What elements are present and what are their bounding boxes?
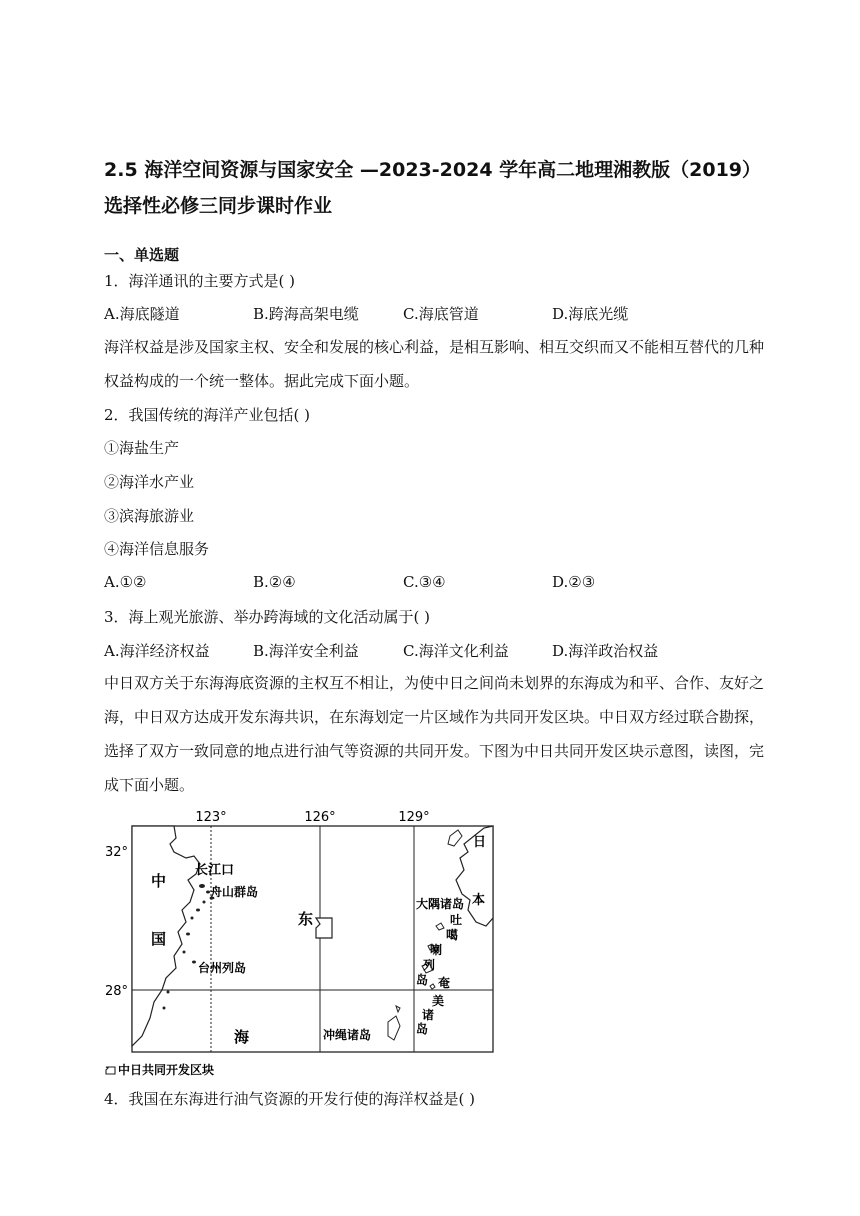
q3-option-d[interactable]: D.海洋政治权益	[552, 642, 659, 660]
document-title	[104, 152, 784, 224]
lon-label-123: 123°	[195, 810, 227, 825]
label-okinawa: 冲绳诸岛	[323, 1028, 372, 1042]
q1-option-d[interactable]: D.海底光缆	[552, 305, 629, 323]
legend-block-icon	[106, 1067, 115, 1074]
label-china-1: 中	[151, 872, 167, 890]
question-1-stem: 1．海洋通讯的主要方式是( )	[104, 272, 296, 290]
q2-option-a[interactable]: A.①②	[104, 573, 147, 591]
label-changjiang: 长江口	[195, 863, 235, 878]
q3-option-b[interactable]: B.海洋安全利益	[253, 642, 359, 660]
svg-text:吐: 吐	[450, 913, 463, 927]
question-3-stem: 3．海上观光旅游、举办跨海域的文化活动属于( )	[104, 608, 431, 626]
section-heading: 一、单选题	[104, 246, 180, 264]
title-line-2: 选择性必修三同步课时作业	[104, 195, 333, 217]
label-china-2: 国	[151, 930, 167, 948]
label-east-sea: 东	[298, 910, 314, 928]
lon-label-129: 129°	[398, 810, 430, 825]
svg-text:列: 列	[423, 958, 436, 972]
label-sea: 海	[234, 1028, 250, 1046]
q2-item-3: ③滨海旅游业	[104, 507, 195, 525]
q1-option-b[interactable]: B.跨海高架电缆	[253, 305, 359, 323]
label-taizhou: 台州列岛	[198, 961, 247, 975]
passage-2: 中日双方关于东海海底资源的主权互不相让，为使中日之间尚未划界的东海成为和平、合作、友好之海，中日双方达成开发东海共识，在东海划定一片区域作为共同开发区块。中日双方经过联合勘探，选择了双方一致同意的地点进行油气等资源的共同开发。下图为中日共同开发区块示意图，读图，完成下面小题。	[104, 674, 765, 794]
q2-item-4: ④海洋信息服务	[104, 540, 210, 558]
label-japan-2: 本	[472, 893, 486, 908]
svg-text:岛: 岛	[416, 1022, 429, 1036]
lon-label-126: 126°	[304, 810, 336, 825]
svg-text:噶: 噶	[446, 928, 459, 942]
q2-option-b[interactable]: B.②④	[253, 573, 296, 591]
svg-text:喇: 喇	[430, 943, 443, 957]
lat-label-28: 28°	[105, 984, 129, 999]
passage-1: 海洋权益是涉及国家主权、安全和发展的核心利益，是相互影响、相互交织而又不能相互替代的几种权益构成的一个统一整体。据此完成下面小题。	[104, 338, 765, 390]
q3-option-c[interactable]: C.海洋文化利益	[403, 642, 509, 660]
question-2-options	[104, 573, 764, 593]
q3-option-a[interactable]: A.海洋经济权益	[104, 642, 210, 660]
joint-development-map	[104, 806, 504, 1078]
svg-text:诸: 诸	[422, 1008, 435, 1022]
q2-option-d[interactable]: D.②③	[552, 573, 596, 591]
title-line-1: 2.5 海洋空间资源与国家安全 —2023-2024 学年高二地理湘教版（2019）	[104, 159, 762, 181]
legend-label: 中日共同开发区块	[118, 1063, 215, 1077]
q1-option-a[interactable]: A.海底隧道	[104, 305, 180, 323]
q2-option-c[interactable]: C.③④	[403, 573, 446, 591]
question-3-options	[104, 640, 764, 660]
joint-development-block	[316, 918, 332, 938]
question-1-options	[104, 303, 764, 323]
lat-label-32: 32°	[105, 845, 129, 860]
q2-item-2: ②海洋水产业	[104, 473, 195, 491]
label-zhoushan: 舟山群岛	[210, 885, 259, 899]
question-2-stem: 2．我国传统的海洋产业包括( )	[104, 406, 311, 424]
q2-item-1: ①海盐生产	[104, 439, 180, 457]
q1-option-c[interactable]: C.海底管道	[403, 305, 479, 323]
label-osumi: 大隅诸岛	[416, 897, 465, 911]
label-japan-1: 日	[473, 835, 487, 850]
question-4-stem: 4．我国在东海进行油气资源的开发行使的海洋权益是( )	[104, 1090, 476, 1108]
svg-text:奄: 奄	[438, 976, 451, 990]
svg-text:美: 美	[432, 994, 445, 1008]
svg-text:岛: 岛	[416, 973, 429, 987]
